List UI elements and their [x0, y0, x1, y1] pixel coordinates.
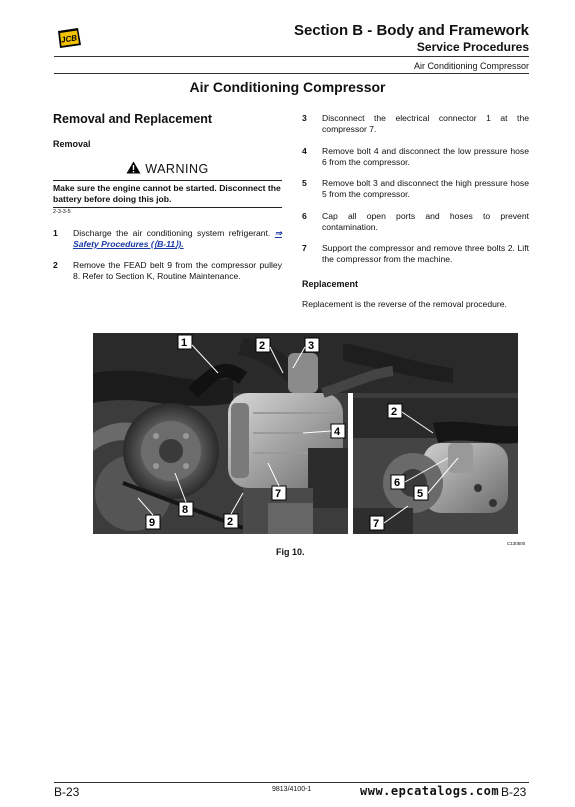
removal-heading: Removal: [53, 139, 91, 149]
jcb-logo: [56, 27, 82, 49]
callout-label: 2: [227, 516, 234, 528]
replacement-heading: Replacement: [302, 279, 359, 289]
step-item: [302, 113, 529, 137]
step-item: [302, 146, 529, 170]
step-number: 7: [302, 243, 307, 253]
step-number: 4: [302, 146, 307, 156]
step-text: Remove bolt 3 and disconnect the high pressure hose 5 from the compressor.: [322, 178, 529, 199]
callout-label: 8: [182, 504, 189, 516]
warning-rule-top: [53, 180, 282, 181]
document-number: 9813/4100-1: [272, 786, 312, 793]
page-number: B-23: [54, 785, 80, 799]
safety-procedures-link[interactable]: ⇒ Safety Procedures (⟨B-11⟩).: [73, 228, 282, 249]
header-rule-lower: [54, 73, 529, 74]
callout-label: 5: [417, 488, 424, 500]
callout-label: 4: [334, 426, 341, 438]
section-subtitle: Service Procedures: [416, 40, 529, 54]
website-watermark: www.epcatalogs.com: [360, 784, 500, 798]
compressor-inset-photo: [353, 398, 518, 534]
warning-code: 2-3-3-5: [53, 209, 71, 215]
footer-rule: [54, 782, 529, 783]
step-text: Remove bolt 4 and disconnect the low pressure hose 6 from the compressor.: [322, 146, 529, 167]
step-text: Support the compressor and remove three bolts 2. Lift the compressor from the machine.: [322, 243, 529, 264]
step-text: Cap all open ports and hoses to prevent contamination.: [322, 211, 529, 232]
callout-label: 7: [275, 488, 282, 500]
step-item: [302, 211, 529, 235]
figure-caption: Fig 10.: [276, 547, 305, 557]
step-text-main: Discharge the air conditioning system refrigerant.: [73, 228, 271, 238]
step-text: Remove the FEAD belt 9 from the compressor pulley 8. Refer to Section K, Routine Maintenance.: [73, 260, 282, 281]
section-heading: Removal and Replacement: [53, 112, 213, 126]
step-item: [53, 228, 282, 252]
callout-label: 9: [149, 517, 156, 529]
step-text: [73, 228, 282, 250]
step-number: 5: [302, 178, 307, 188]
step-text: Disconnect the electrical connector 1 at the compressor 7.: [322, 113, 529, 134]
step-number: 6: [302, 211, 307, 221]
callout-label: 2: [259, 340, 266, 352]
callout-label: 3: [308, 340, 315, 352]
replacement-text: Replacement is the reverse of the removal procedure.: [302, 299, 507, 309]
section-title: Section B - Body and Framework: [293, 22, 529, 39]
step-number: 3: [302, 113, 307, 123]
callout-label: 7: [373, 518, 380, 530]
step-item: [302, 243, 529, 267]
page-number-right: B-23: [501, 785, 527, 799]
step-number: 1: [53, 228, 58, 238]
svg-text:JCB: JCB: [60, 33, 78, 45]
callout-label: 2: [391, 406, 398, 418]
warning-label: WARNING: [145, 162, 209, 176]
callout-label: 1: [181, 337, 188, 349]
figure-code: C130500: [507, 541, 526, 546]
warning-rule-bottom: [53, 207, 282, 208]
running-head: Air Conditioning Compressor: [413, 61, 529, 71]
warning-title: [53, 161, 282, 176]
warning-triangle-icon: [126, 161, 141, 174]
step-item: [53, 260, 282, 284]
header-rule: [54, 56, 529, 57]
step-number: 2: [53, 260, 58, 270]
warning-text: Make sure the engine cannot be started. Disconnect the battery before doing this job.: [53, 183, 281, 204]
callout-label: 6: [394, 477, 401, 489]
page-title: Air Conditioning Compressor: [189, 79, 386, 95]
step-item: [302, 178, 529, 202]
